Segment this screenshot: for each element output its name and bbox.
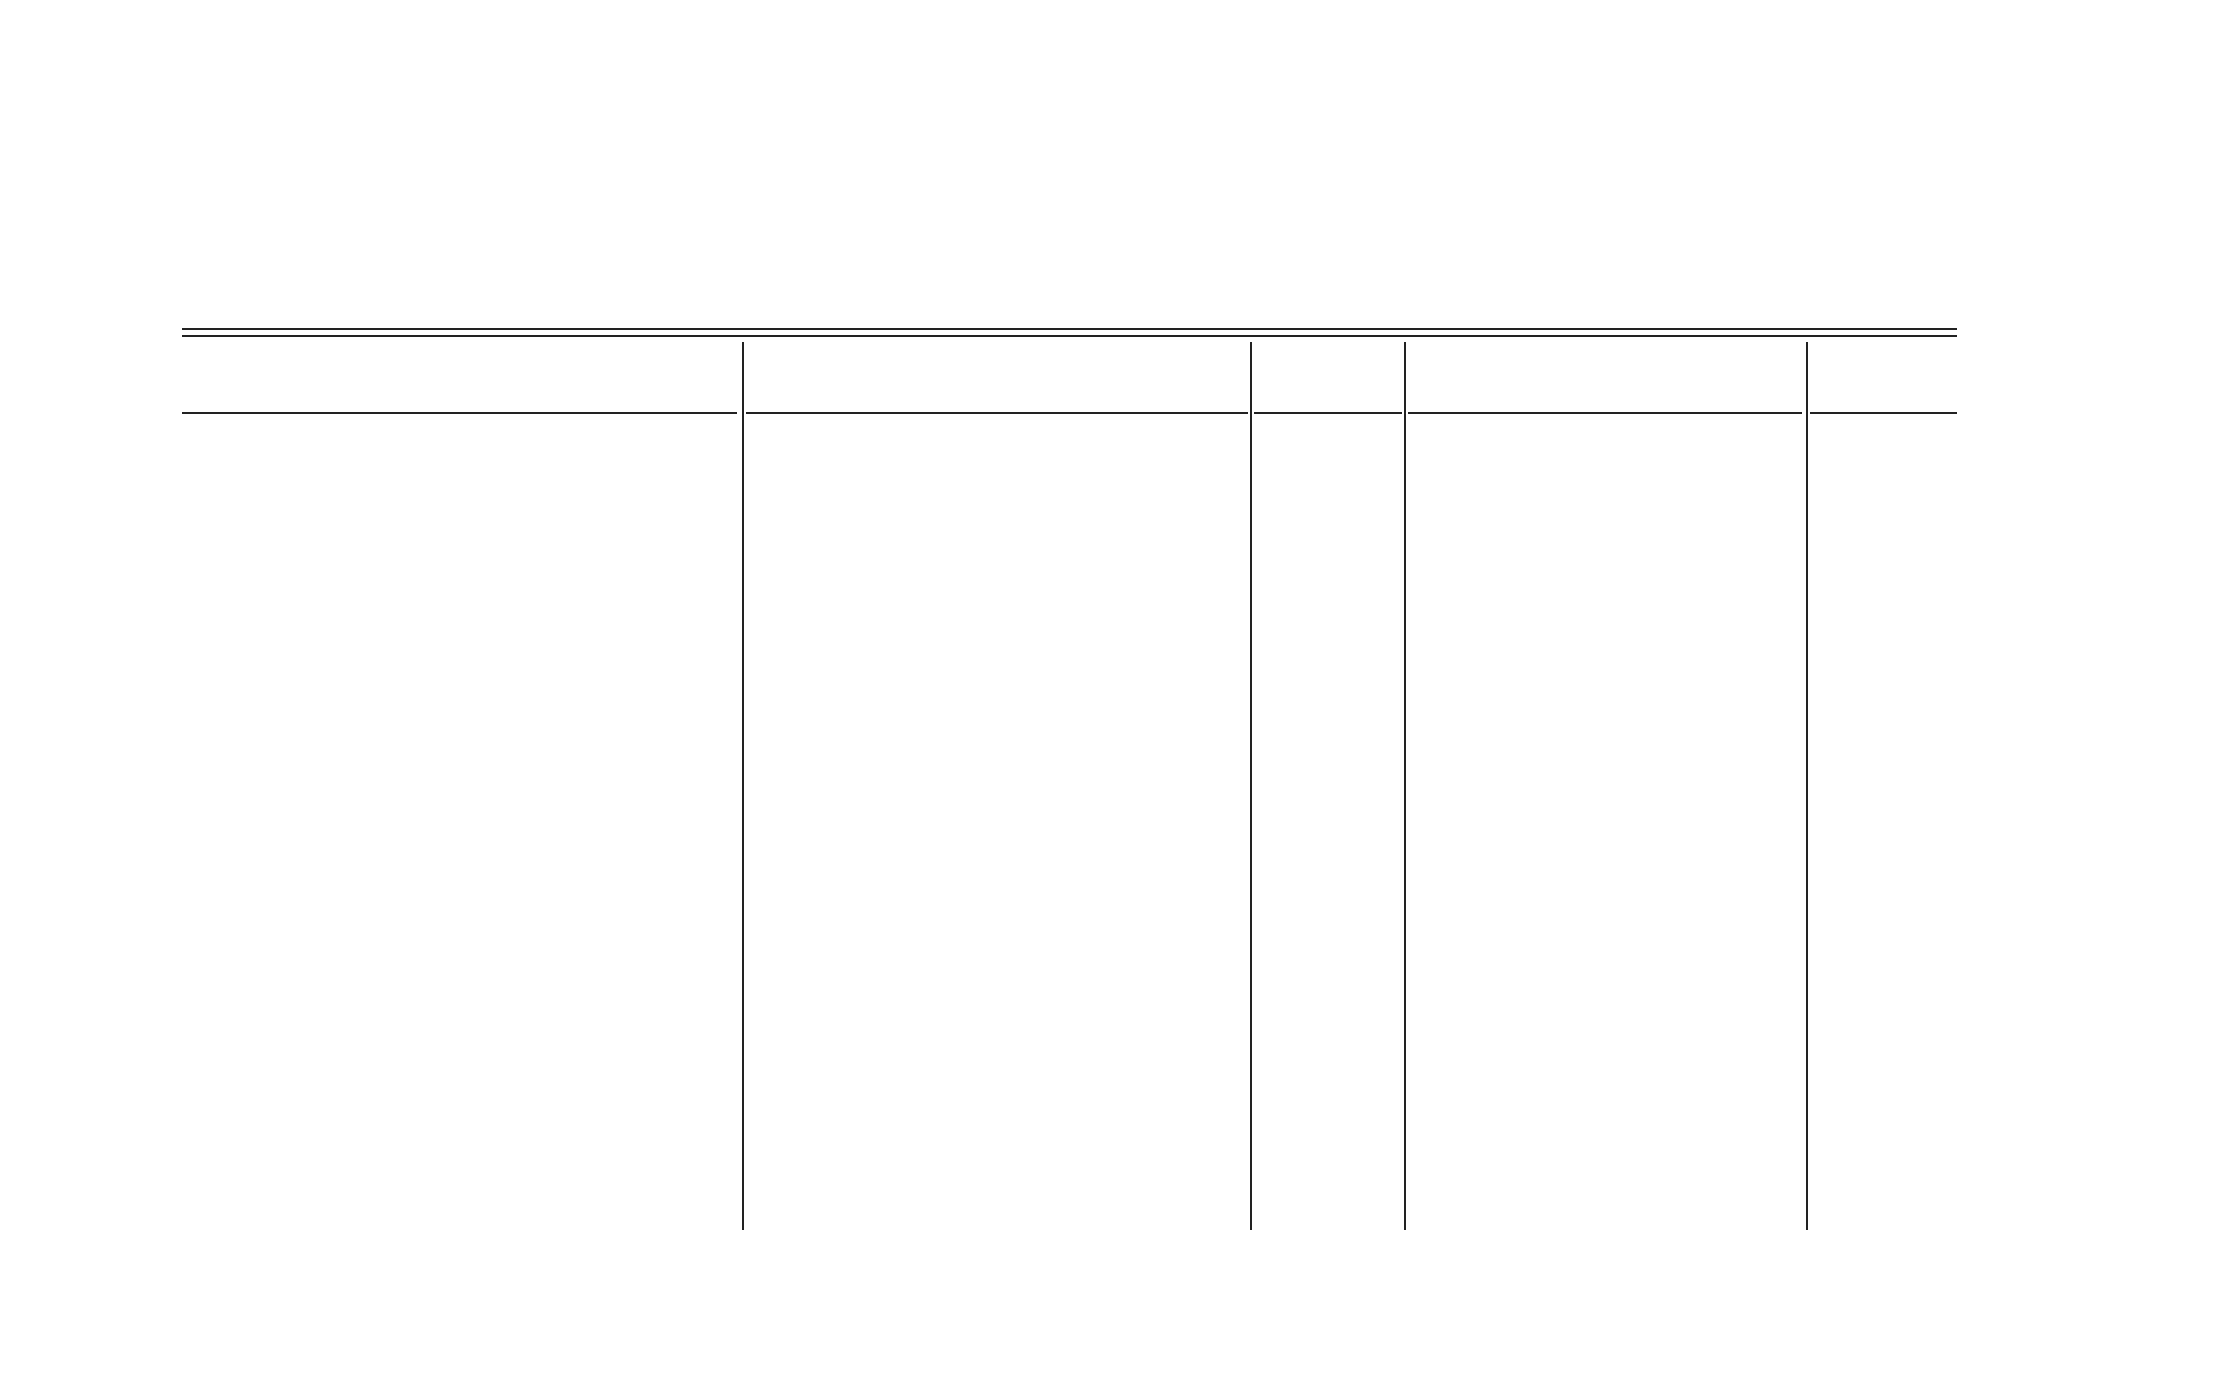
header-rule-vote bbox=[1254, 412, 1402, 414]
header-rule-county bbox=[182, 412, 737, 414]
header-rule-defeated bbox=[1408, 412, 1802, 414]
column-separator bbox=[1250, 342, 1252, 1230]
column-separator bbox=[1806, 342, 1808, 1230]
column-separator bbox=[1404, 342, 1406, 1230]
header-rule-member bbox=[746, 412, 1248, 414]
top-rule bbox=[182, 328, 1957, 330]
header-rule-dvote bbox=[1810, 412, 1957, 414]
top-rule-second bbox=[182, 335, 1957, 337]
column-separator bbox=[742, 342, 744, 1230]
